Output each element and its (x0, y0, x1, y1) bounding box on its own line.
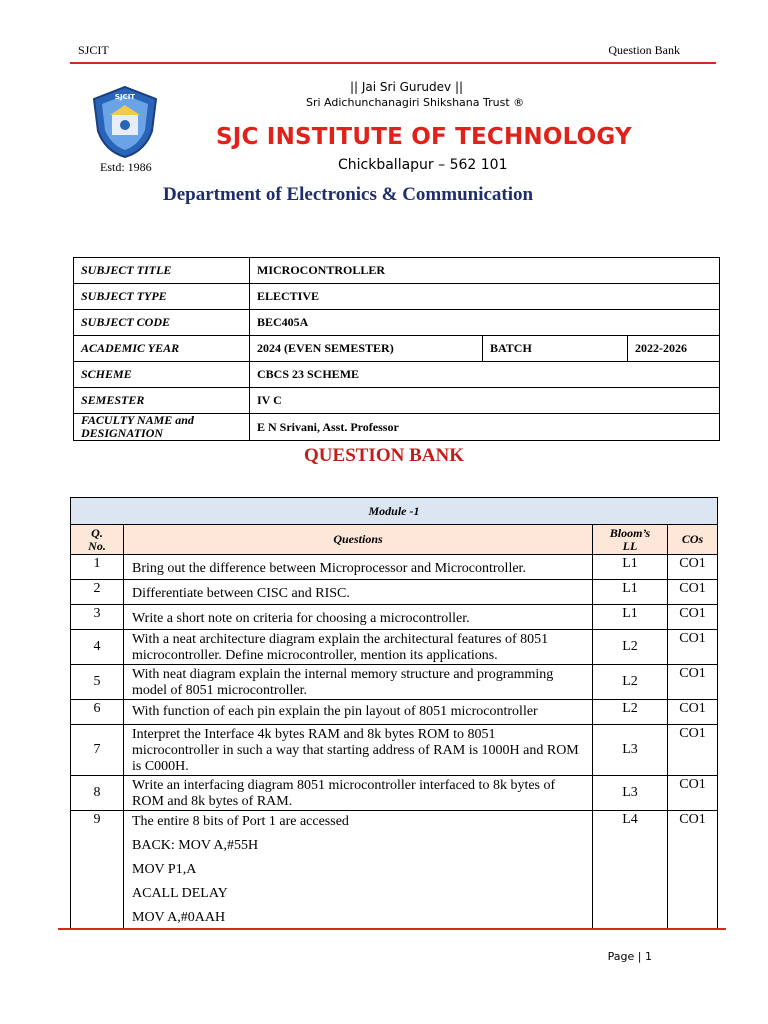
header-text: No. (88, 538, 106, 553)
table-row (71, 580, 718, 605)
q-text (124, 811, 593, 930)
q-co: CO1 (668, 580, 718, 605)
header-divider (70, 62, 716, 64)
q-text: Differentiate between CISC and RISC. (124, 580, 593, 605)
col-header-no (71, 525, 124, 555)
info-value: IV C (250, 388, 720, 414)
header-text: Q. (91, 525, 103, 540)
q-co: CO1 (668, 630, 718, 665)
faculty-label-line: FACULTY NAME and (81, 413, 194, 427)
logo-text: SJCIT (114, 93, 136, 101)
q-text: With neat diagram explain the internal memory structure and programming model of 8051 microcontroller. (124, 665, 593, 700)
footer-divider (58, 928, 726, 930)
faculty-label-line: DESIGNATION (81, 426, 164, 440)
q-text: Bring out the difference between Microprocessor and Microcontroller. (124, 555, 593, 580)
q-bloom: L3 (593, 725, 668, 776)
table-row (71, 665, 718, 700)
q-co: CO1 (668, 555, 718, 580)
question-bank-title: QUESTION BANK (304, 445, 464, 466)
q-text: With function of each pin explain the pin layout of 8051 microcontroller (124, 700, 593, 725)
table-row (71, 700, 718, 725)
q-bloom: L1 (593, 605, 668, 630)
trust-name: Sri Adichunchanagiri Shikshana Trust ® (306, 96, 525, 109)
info-label: SUBJECT TITLE (74, 258, 250, 284)
established-year: Estd: 1986 (100, 160, 152, 174)
info-row (74, 310, 720, 336)
info-label: BATCH (483, 336, 628, 362)
q-bloom: L4 (593, 811, 668, 930)
header-text: LL (622, 538, 638, 553)
col-header-cos: COs (668, 525, 718, 555)
col-header-bloom (593, 525, 668, 555)
info-value: 2022-2026 (628, 336, 720, 362)
info-row (74, 336, 720, 362)
q-number: 8 (71, 776, 124, 811)
q-text: Interpret the Interface 4k bytes RAM and 8k bytes ROM to 8051 microcontroller in such a way that starting address of RAM is 1000H and ROM is C000H. (124, 725, 593, 776)
q-number: 6 (71, 700, 124, 725)
q-text: With a neat architecture diagram explain the architectural features of 8051 microcontroller. Define microcontroller, mention its applications. (124, 630, 593, 665)
info-value: E N Srivani, Asst. Professor (250, 414, 720, 441)
info-row (74, 414, 720, 441)
q-bloom: L1 (593, 555, 668, 580)
q-co: CO1 (668, 700, 718, 725)
info-value: MICROCONTROLLER (250, 258, 720, 284)
info-label: SUBJECT TYPE (74, 284, 250, 310)
info-value: CBCS 23 SCHEME (250, 362, 720, 388)
info-value: BEC405A (250, 310, 720, 336)
table-row (71, 776, 718, 811)
table-row (71, 555, 718, 580)
q-bloom: L2 (593, 700, 668, 725)
q-number: 7 (71, 725, 124, 776)
q-number: 9 (71, 811, 124, 930)
q-line: ACALL DELAY (132, 886, 228, 901)
subject-info-table (73, 257, 720, 441)
header-text: Bloom’s (609, 525, 651, 540)
header-left: SJCIT (78, 43, 109, 57)
motto: || Jai Sri Gurudev || (349, 80, 464, 94)
info-row (74, 258, 720, 284)
info-label: SUBJECT CODE (74, 310, 250, 336)
institute-name: SJC INSTITUTE OF TECHNOLOGY (216, 124, 632, 150)
q-bloom: L2 (593, 630, 668, 665)
q-line: MOV P1,A (132, 862, 197, 877)
q-number: 1 (71, 555, 124, 580)
info-row (74, 284, 720, 310)
info-value: 2024 (EVEN SEMESTER) (250, 336, 483, 362)
table-row (71, 811, 718, 930)
department-title: Department of Electronics & Communication (163, 184, 534, 205)
q-text: Write an interfacing diagram 8051 microcontroller interfaced to 8k bytes of ROM and 8k bytes of RAM. (124, 776, 593, 811)
q-co: CO1 (668, 605, 718, 630)
q-line: The entire 8 bits of Port 1 are accessed (132, 814, 349, 829)
info-label: SEMESTER (74, 388, 250, 414)
q-line: BACK: MOV A,#55H (132, 838, 259, 853)
info-row (74, 362, 720, 388)
q-number: 2 (71, 580, 124, 605)
q-co: CO1 (668, 811, 718, 930)
info-label: ACADEMIC YEAR (74, 336, 250, 362)
col-header-questions: Questions (124, 525, 593, 555)
institute-logo (90, 85, 160, 159)
q-bloom: L3 (593, 776, 668, 811)
q-co: CO1 (668, 665, 718, 700)
q-co: CO1 (668, 725, 718, 776)
table-row (71, 630, 718, 665)
info-label (74, 414, 250, 441)
q-bloom: L2 (593, 665, 668, 700)
info-row (74, 388, 720, 414)
table-row (71, 605, 718, 630)
q-line: MOV A,#0AAH (132, 910, 226, 925)
q-bloom: L1 (593, 580, 668, 605)
q-co: CO1 (668, 776, 718, 811)
q-number: 5 (71, 665, 124, 700)
q-text: Write a short note on criteria for choosing a microcontroller. (124, 605, 593, 630)
header-right: Question Bank (608, 43, 680, 57)
q-number: 4 (71, 630, 124, 665)
page-number: Page | 1 (607, 950, 652, 963)
info-label: SCHEME (74, 362, 250, 388)
questions-table (70, 497, 718, 930)
institute-city: Chickballapur – 562 101 (338, 157, 508, 173)
q-number: 3 (71, 605, 124, 630)
info-value: ELECTIVE (250, 284, 720, 310)
module-title: Module -1 (71, 498, 718, 525)
table-row (71, 725, 718, 776)
